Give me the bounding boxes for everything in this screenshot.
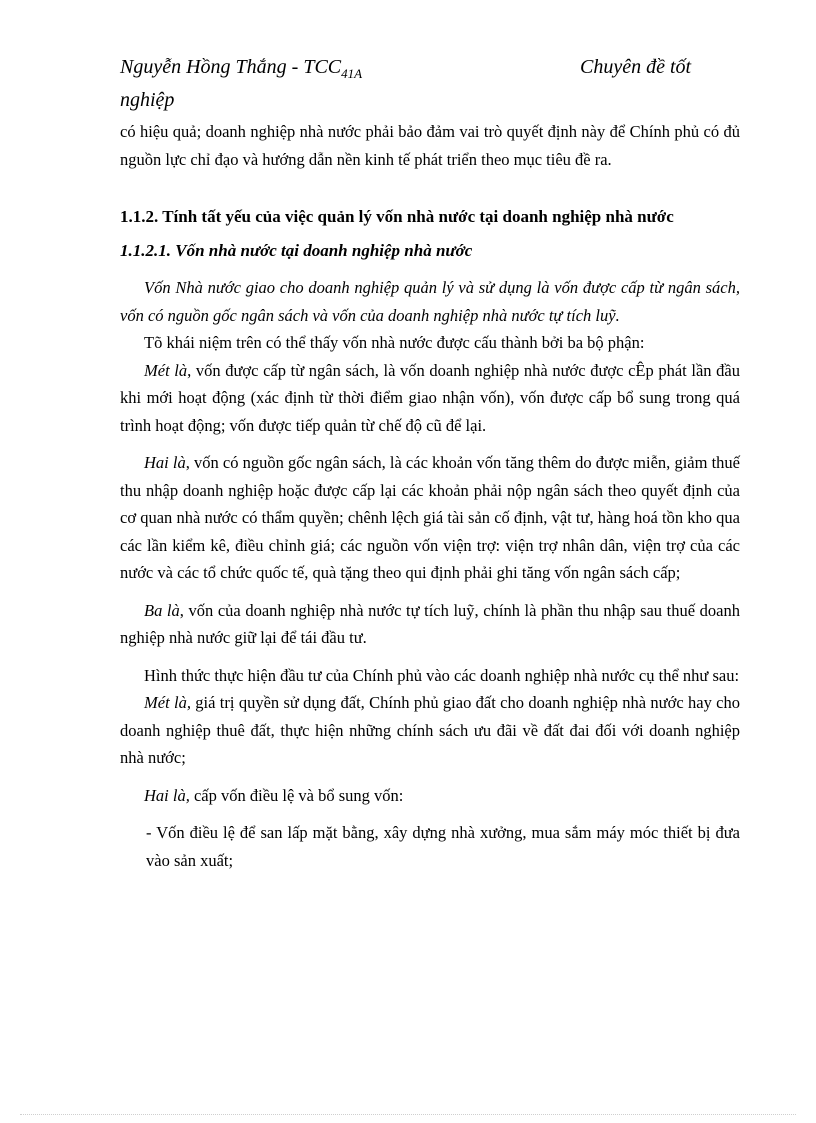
heading-1-1-2: 1.1.2. Tính tất yếu của việc quản lý vốn nhà nước tại doanh nghiệp nhà nước <box>120 207 674 226</box>
paragraph-mot-la-2 <box>120 689 740 772</box>
bullet-item: - Vốn điều lệ để san lấp mặt bằng, xây dựng nhà xưởng, mua sắm máy móc thiết bị đưa vào sản xuất; <box>146 823 740 870</box>
header-author: Nguyễn Hồng Thắng - TCC <box>120 56 342 78</box>
paragraph-hai-la-2 <box>120 782 740 810</box>
lead-mot-la: Mét là <box>144 360 188 380</box>
paragraph-intro: có hiệu quả; doanh nghiệp nhà nước phải bảo đảm vai trò quyết định này để Chính phủ có đủ nguồn lực chỉ đạo và hướng dẫn nền kinh tế phát triển theo mục tiêu đề ra. <box>120 122 740 169</box>
header-title-continuation: nghiệp <box>120 89 175 111</box>
text-hai-la-2: cấp vốn điều lệ và bổ sung vốn: <box>189 785 404 805</box>
paragraph-concept: Tõ khái niệm trên có thể thấy vốn nhà nước được cấu thành bởi ba bộ phận: <box>144 333 645 352</box>
paragraph-hai-la <box>120 449 740 587</box>
lead-ba-la: Ba là <box>144 600 180 620</box>
lead-mot-la-2: Mét là, <box>144 693 191 712</box>
text-mot-la-2: giá trị quyền sử dụng đất, Chính phủ giao đất cho doanh nghiệp nhà nước hay cho doanh nghiệp thuê đất, thực hiện những chính sách ưu đãi về đất đai đối với doanh nghiệp nhà nước; <box>120 693 740 767</box>
header-author-subscript: 41A <box>341 66 363 81</box>
text-ba-la: , vốn của doanh nghiệp nhà nước tự tích luỹ, chính là phần thu nhập sau thuế doanh nghiệp nhà nước giữ lại để tái đầu tư. <box>120 600 740 647</box>
paragraph-forms: Hình thức thực hiện đầu tư của Chính phủ vào các doanh nghiệp nhà nước cụ thể như sau: <box>144 665 740 685</box>
paragraph-ba-la <box>120 597 740 652</box>
heading-1-1-2-1: 1.1.2.1. Vốn nhà nước tại doanh nghiệp nhà nước <box>120 240 473 260</box>
lead-hai-la: Hai là <box>144 453 186 472</box>
paragraph-definition: Vốn Nhà nước giao cho doanh nghiệp quản lý và sử dụng là vốn được cấp từ ngân sách, vốn có nguồn gốc ngân sách và vốn của doanh nghiệp nhà nước tự tích luỹ. <box>120 278 740 325</box>
document-body <box>120 118 740 874</box>
header-title: Chuyên đề tốt <box>580 56 692 78</box>
page-bottom-divider <box>20 1114 796 1115</box>
lead-hai-la-2: Hai là, <box>144 785 190 805</box>
text-hai-la: , vốn có nguồn gốc ngân sách, là các khoản vốn tăng thêm do được miễn, giảm thuế thu nhập doanh nghiệp hoặc được cấp lại các khoản phải nộp ngân sách theo quyết định của cơ quan nhà nước có thẩm quyền; chênh lệch giá tài sản cố định, vật tư, hàng hoá tồn kho qua các lần kiểm kê, điều chỉnh giá; các nguồn vốn viện trợ: viện trợ nhân dân, viện trợ của các nước và các tổ chức quốc tế, quà tặng theo qui định phải ghi tăng vốn ngân sách cấp; <box>120 453 740 582</box>
text-mot-la: , vốn được cấp từ ngân sách, là vốn doanh nghiệp nhà nước được cÊp phát lần đầu khi mới hoạt động (xác định từ thời điểm giao nhận vốn), vốn được cấp bổ sung trong quá trình hoạt động; vốn được tiếp quản từ chế độ cũ để lại. <box>120 360 740 435</box>
paragraph-mot-la <box>120 357 740 440</box>
page-header <box>120 54 740 114</box>
